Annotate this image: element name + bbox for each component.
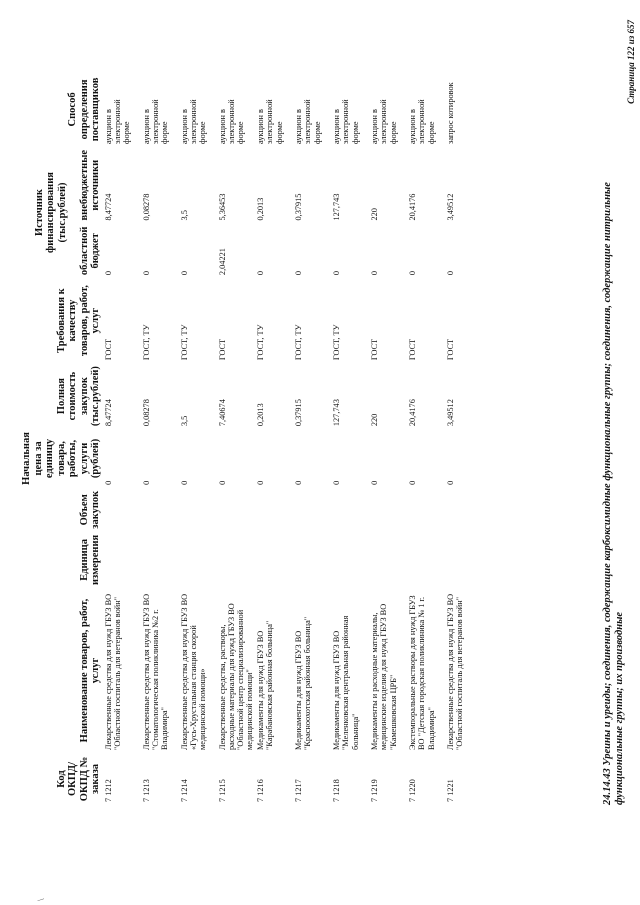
row-funding-extra: 3,49512	[446, 193, 456, 221]
header-volume: Объем закупок	[78, 490, 102, 529]
row-price: 0	[332, 480, 342, 485]
header-funding: Источник финансирования (тыс.рублей)	[33, 172, 68, 253]
row-funding-regional: 0	[179, 270, 189, 276]
table-row	[445, 72, 483, 805]
row-price: 0	[294, 480, 304, 485]
procurement-table	[20, 72, 483, 805]
row-total: 0,2013	[256, 403, 266, 427]
row-unit	[445, 532, 483, 588]
row-price: 0	[408, 480, 418, 485]
row-requirements: ГОСТ, ТУ	[294, 324, 304, 361]
row-price: 0	[141, 480, 151, 485]
row-code: 7 1220	[408, 779, 418, 802]
header-requirements: Требования к качеству товаров, работ, услуг	[55, 285, 102, 357]
row-name: Лекарственные средства, растворы, расходные материалы для нужд ГБУЗ ВО "Областной центр специализированной медицинской помощи"	[217, 603, 255, 750]
row-volume	[217, 488, 256, 532]
row-name: Лекарственные средства для нужд ГБУЗ ВО "Областной госпиталь для ветеранов войн"	[103, 593, 122, 750]
row-unit	[255, 532, 293, 588]
table-row	[217, 72, 256, 805]
row-funding-regional: 0	[294, 270, 304, 276]
page-number: Страница 122 из 657	[626, 20, 636, 104]
row-funding-extra: 8,47724	[103, 193, 113, 221]
row-price: 0	[179, 480, 189, 485]
row-volume	[369, 488, 407, 532]
row-requirements: ГОСТ, ТУ	[332, 324, 342, 361]
row-unit	[141, 532, 179, 588]
table-header-row	[20, 72, 69, 805]
table-row	[331, 72, 369, 805]
row-method: аукцион в электронной форме	[408, 99, 436, 144]
row-funding-regional: 2,04221	[217, 248, 227, 276]
row-name: Лекарственные средства для нужд ГБУЗ ВО "Стоматологическая поликлиника №2 г. Владимира"	[141, 593, 170, 750]
row-total: 127,743	[332, 399, 342, 427]
row-funding-regional: 0	[141, 270, 151, 276]
row-total: 3,49512	[446, 399, 456, 427]
row-name: Медикаменты для нужд ГБУЗ ВО "Меленковская центральная районная больница"	[332, 615, 360, 750]
row-code: 7 1213	[141, 779, 151, 802]
row-volume	[179, 488, 217, 532]
row-method: аукцион в электронной форме	[179, 99, 208, 144]
table-row	[103, 72, 141, 805]
section-title: 24.14.43 Уреины и уреиды; соединения, содержащие карбоксимидные функциональные группы; соединения, содержащие нитрильные функциональные группы; их производные	[602, 182, 626, 805]
row-method: аукцион в электронной форме	[217, 99, 246, 144]
row-funding-extra: 0,2013	[256, 197, 266, 221]
row-volume	[407, 488, 445, 532]
table-row	[179, 72, 217, 805]
row-requirements: ГОСТ, ТУ	[179, 324, 189, 361]
header-code: Код ОКПД/ ОКПД № заказа	[55, 756, 102, 802]
corner-mark: \	[36, 898, 46, 901]
row-funding-extra: 127,743	[332, 193, 342, 221]
table-row	[141, 72, 179, 805]
row-code: 7 1212	[103, 779, 113, 802]
row-requirements: ГОСТ, ТУ	[141, 324, 151, 361]
header-total: Полная стоимость закупок (тыс.рублей)	[55, 366, 102, 427]
row-method: аукцион в электронной форме	[141, 99, 170, 144]
row-volume	[445, 488, 483, 532]
row-code: 7 1216	[256, 779, 266, 802]
row-unit	[331, 532, 369, 588]
row-code: 7 1218	[332, 779, 342, 802]
row-requirements: ГОСТ	[446, 338, 456, 361]
row-name: Лекарственные средства для нужд ГБУЗ ВО «Гусь-Хрустальная станция скорой медицинской помощи»	[179, 593, 208, 750]
row-price: 0	[217, 480, 227, 485]
header-price: Начальная цена за единицу товара, работы, услуги (рублей)	[21, 432, 102, 485]
row-method: аукцион в электронной форме	[332, 99, 360, 144]
row-code: 7 1221	[446, 779, 456, 802]
row-method: аукцион в электронной форме	[294, 99, 322, 144]
row-name: Медикаменты и расходные материалы, медицинские изделия для нужд ГБУЗ ВО "Камешковская ЦРБ"	[370, 603, 398, 750]
row-total: 0,37915	[294, 399, 304, 427]
row-funding-regional: 0	[370, 270, 380, 276]
row-funding-regional: 0	[256, 270, 266, 276]
row-funding-extra: 3,5	[179, 210, 189, 221]
row-funding-regional: 0	[408, 270, 418, 276]
row-funding-extra: 20,4176	[408, 193, 418, 221]
table-row	[255, 72, 293, 805]
table-row	[407, 72, 445, 805]
row-unit	[293, 532, 331, 588]
row-unit	[179, 532, 217, 588]
row-method: аукцион в электронной форме	[256, 99, 284, 144]
row-volume	[255, 488, 293, 532]
row-name: Медикаменты для нужд ГБУЗ ВО "Красноохотская районная больница"	[294, 616, 313, 750]
row-code: 7 1219	[370, 779, 380, 802]
row-code: 7 1217	[294, 779, 304, 802]
row-funding-extra: 0,37915	[294, 193, 304, 221]
row-name: Экстемпоральные растворы для нужд ГБУЗ ВО "Детская городская поликлиника № 1 г. Владимира"	[408, 595, 436, 750]
row-price: 0	[103, 480, 113, 485]
row-total: 7,40674	[217, 399, 227, 427]
row-funding-extra: 220	[370, 208, 380, 221]
header-method: Способ определения поставщиков	[67, 77, 102, 142]
row-name: Медикаменты для нужд ГБУЗ ВО "Карабановская районная больница"	[256, 620, 275, 750]
row-funding-extra: 0,08278	[141, 193, 151, 221]
header-unit: Единица измерения	[78, 534, 102, 585]
row-unit	[369, 532, 407, 588]
row-price: 0	[446, 480, 456, 485]
row-funding-regional: 0	[446, 270, 456, 276]
row-total: 3,5	[179, 415, 189, 427]
row-method: запрос котировок	[446, 82, 456, 144]
row-price: 0	[256, 480, 266, 485]
row-method: аукцион в электронной форме	[370, 99, 398, 144]
header-name: Наименование товаров, работ, услуг	[78, 598, 102, 743]
row-funding-regional: 0	[332, 270, 342, 276]
row-total: 0,08278	[141, 399, 151, 427]
header-funding-regional: областной бюджет	[78, 226, 102, 276]
row-unit	[407, 532, 445, 588]
row-requirements: ГОСТ	[103, 338, 113, 361]
row-requirements: ГОСТ, ТУ	[256, 324, 266, 361]
row-volume	[331, 488, 369, 532]
row-total: 20,4176	[408, 399, 418, 427]
row-code: 7 1215	[217, 779, 227, 802]
row-funding-regional: 0	[103, 270, 113, 276]
row-total: 8,47724	[103, 399, 113, 427]
row-requirements: ГОСТ	[217, 338, 227, 361]
table-row	[369, 72, 407, 805]
table-row	[293, 72, 331, 805]
row-volume	[103, 488, 141, 532]
row-name: Лекарственные средства для нужд ГБУЗ ВО "Областной госпиталь для ветеранов войн"	[446, 593, 465, 750]
row-unit	[103, 532, 141, 588]
row-funding-extra: 5,36453	[217, 193, 227, 221]
row-price: 0	[370, 480, 380, 485]
row-code: 7 1214	[179, 779, 189, 802]
header-funding-extra: внебюджетные источники	[78, 149, 102, 221]
row-method: аукцион в электронной форме	[103, 99, 132, 144]
row-volume	[293, 488, 331, 532]
row-total: 220	[370, 413, 380, 427]
row-volume	[141, 488, 179, 532]
row-requirements: ГОСТ	[370, 338, 380, 361]
row-requirements: ГОСТ	[408, 338, 418, 361]
row-unit	[217, 532, 256, 588]
